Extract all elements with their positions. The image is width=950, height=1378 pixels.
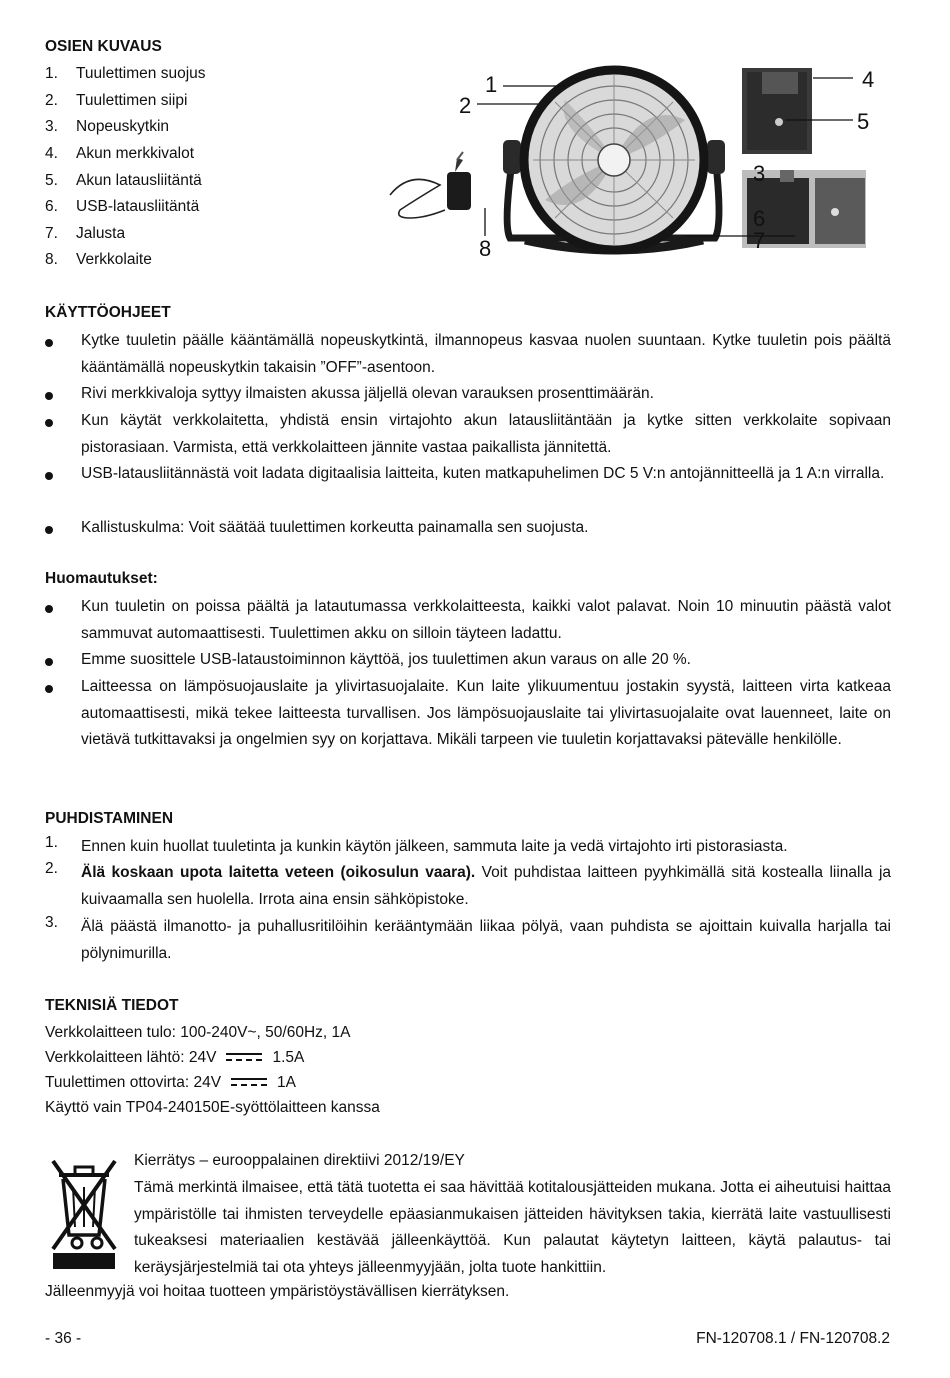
cleaning-item-text: Voit puhdistaa laitteen pyyhkimällä sitä kostealla liinalla ja kuivaamalla sen huolella. Irrota aina ensin sähköpistoke. (81, 864, 892, 908)
usage-item: Kytke tuuletin päälle kääntämällä nopeuskytkintä, ilmannopeus kasvaa nuolen suuntaan. Kytke tuuletin pois päältä kääntämällä nopeuskytkin takaisin ”OFF”-asentoon. (81, 332, 891, 376)
cleaning-item-text: Ennen kuin huollat tuuletinta ja kunkin käytön jälkeen, sammuta laite ja vedä virtajohto irti pistorasiasta. (81, 838, 788, 855)
spec-output (45, 1049, 304, 1067)
cleaning-item (81, 834, 891, 861)
callout-5: 5 (857, 109, 870, 134)
bullet-icon (45, 472, 53, 480)
recycling-body: Tämä merkintä ilmaisee, että tätä tuotetta ei saa hävittää kotitalousjätteiden mukana. Jotta ei aiheutuisi haittaa ympäristölle tai ihmisten terveydelle epäasianmukaisen jätteiden hävityksen takia, kierrätä laite vastuullisesti tukeaksesi materiaalien kestävää jälleenkäyttöä. Kun palautat käytetyn laitteen, käytä palautus- tai keräysjärjestelmiä tai ota yhteys jälleenmyyjään, jolta tuote hankittiin. (134, 1179, 891, 1276)
power-adapter-drawing (390, 152, 471, 218)
callout-4: 4 (862, 67, 875, 92)
callout-3: 3 (753, 161, 766, 186)
spec-adapter: Käyttö vain TP04-240150E-syöttölaitteen kanssa (45, 1099, 380, 1116)
parts-item-number: 1. (45, 65, 58, 82)
model-number: FN-120708.1 / FN-120708.2 (696, 1330, 890, 1347)
parts-heading: OSIEN KUVAUS (45, 38, 162, 55)
notes-item: Kun tuuletin on poissa päältä ja latautumassa verkkolaitteesta, kaikki valot palavat. Noin 10 minuutin päästä valot sammuvat automaattisesti. Tuulettimen akku on silloin täyteen ladattu. (81, 598, 891, 642)
spec-input: Verkkolaitteen tulo: 100-240V~, 50/60Hz, 1A (45, 1024, 351, 1041)
parts-item-number: 7. (45, 225, 58, 242)
callout-1: 1 (485, 72, 498, 97)
cleaning-item-number: 2. (45, 860, 58, 877)
specs-heading: TEKNISIÄ TIEDOT (45, 997, 179, 1014)
weee-bin-icon (45, 1153, 123, 1271)
cleaning-item-number: 3. (45, 914, 58, 931)
usage-item: Rivi merkkivaloja syttyy ilmaisten akussa jäljellä olevan varauksen prosenttimäärän. (81, 385, 654, 402)
parts-item-label: Jalusta (76, 225, 126, 242)
bullet-icon (45, 658, 53, 666)
bullet-icon (45, 526, 53, 534)
parts-item-number: 3. (45, 118, 58, 135)
notes-heading: Huomautukset: (45, 570, 158, 587)
parts-item-label: Nopeuskytkin (76, 118, 170, 135)
callout-8: 8 (479, 236, 492, 261)
parts-item-label: Akun merkkivalot (76, 145, 195, 162)
usage-item: Kun käytät verkkolaitetta, yhdistä ensin virtajohto akun latausliitäntään ja kytke sitten verkkolaite sopivaan pistorasiaan. Varmista, että verkkolaitteen jännite vastaa paikallista jännitettä. (81, 412, 891, 456)
parts-item-number: 2. (45, 92, 58, 109)
fan-guard-drawing (524, 70, 704, 250)
parts-item-label: Tuulettimen suojus (76, 65, 206, 82)
bullet-icon (45, 605, 53, 613)
dc-symbol-icon (231, 1078, 267, 1088)
usage-item: USB-latausliitännästä voit ladata digitaalisia laitteita, kuten matkapuhelimen DC 5 V:n antojännitteellä ja 1 A:n virralla. (81, 465, 885, 482)
recycling-title: Kierrätys – eurooppalainen direktiivi 2012/19/EY (134, 1152, 465, 1169)
parts-item-label: Tuulettimen siipi (76, 92, 188, 109)
callout-6: 6 (753, 206, 766, 231)
product-figure (385, 60, 905, 280)
dc-symbol-icon (226, 1053, 262, 1063)
bullet-icon (45, 419, 53, 427)
bullet-icon (45, 685, 53, 693)
spec-fan-current: 1A (277, 1074, 297, 1091)
callout-7: 7 (753, 228, 766, 253)
parts-item-number: 4. (45, 145, 58, 162)
cleaning-item (81, 860, 891, 913)
parts-item-label: Akun latausliitäntä (76, 172, 202, 189)
recycling-last-line: Jälleenmyyjä voi hoitaa tuotteen ympäristöystävällisen kierrätyksen. (45, 1283, 510, 1300)
cleaning-item (81, 914, 891, 967)
spec-output-current: 1.5A (272, 1049, 305, 1066)
parts-item-number: 8. (45, 251, 58, 268)
page-number: - 36 - (45, 1330, 82, 1347)
usage-heading: KÄYTTÖOHJEET (45, 304, 171, 321)
parts-item-number: 6. (45, 198, 58, 215)
bullet-icon (45, 392, 53, 400)
usage-item: Kallistuskulma: Voit säätää tuulettimen korkeutta painamalla sen suojusta. (81, 519, 589, 536)
spec-fan-voltage: Tuulettimen ottovirta: 24V (45, 1074, 222, 1091)
cleaning-warning: Älä koskaan upota laitetta veteen (oikosulun vaara). (81, 864, 476, 881)
battery-indicator-detail (742, 68, 812, 154)
cleaning-heading: PUHDISTAMINEN (45, 810, 174, 827)
spec-output-voltage: Verkkolaitteen lähtö: 24V (45, 1049, 217, 1066)
cleaning-item-text: Älä päästä ilmanotto- ja puhallusritilöihin kerääntymään liikaa pölyä, vaan puhdista se ajoittain kuivalla harjalla tai pölynimurilla. (81, 918, 891, 962)
notes-item: Laitteessa on lämpösuojauslaite ja ylivirtasuojalaite. Kun laite ylikuumentuu jostakin syystä, laitteen virta katkeaa automaattisesti, mikä tekee laitteesta turvallisen. Jos lämpösuojauslaite tai ylivirtasuojalaite ovat lauenneet, laite on vietävä tutkittavaksi ja ongelmien syy on korjattava. Mikäli tarpeen vie tuuletin korjattavaksi pätevälle henkilölle. (81, 678, 891, 748)
cleaning-item-number: 1. (45, 834, 58, 851)
bullet-icon (45, 339, 53, 347)
callout-2: 2 (459, 93, 472, 118)
parts-item-number: 5. (45, 172, 58, 189)
notes-item: Emme suosittele USB-lataustoiminnon käyttöä, jos tuulettimen akun varaus on alle 20 %. (81, 651, 691, 668)
parts-item-label: Verkkolaite (76, 251, 152, 268)
parts-item-label: USB-latausliitäntä (76, 198, 200, 215)
spec-fan-input (45, 1074, 296, 1092)
